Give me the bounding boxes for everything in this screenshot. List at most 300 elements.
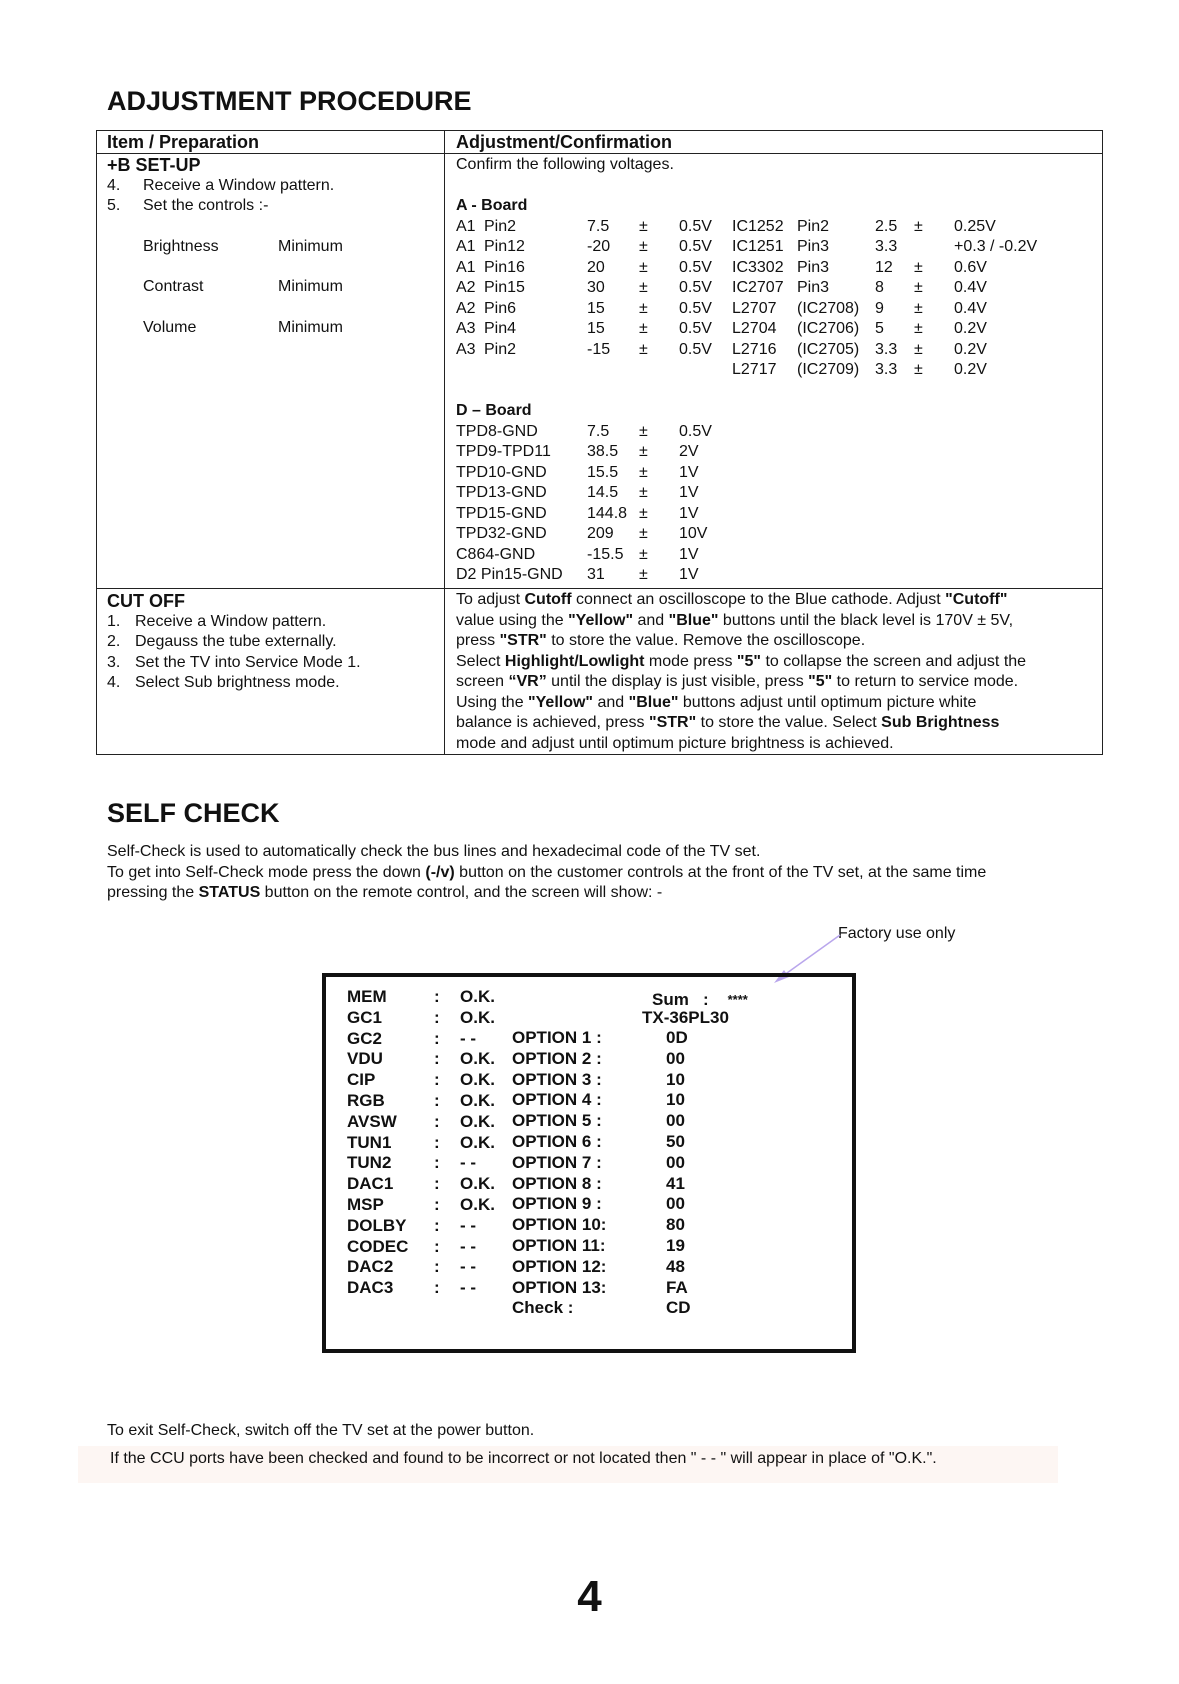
cell-value: TPD32-GND bbox=[456, 525, 547, 542]
step-number: 4. bbox=[107, 176, 121, 194]
cell-value: ± bbox=[639, 525, 648, 542]
option-label: OPTION 13: bbox=[512, 1277, 607, 1297]
bold-text: "Yellow" bbox=[528, 693, 594, 711]
d-board-row bbox=[456, 463, 1096, 484]
check-item-colon: : bbox=[434, 1174, 440, 1194]
a-board-row bbox=[456, 319, 1096, 340]
cell-value: 144.8 bbox=[587, 504, 628, 522]
option-row bbox=[512, 1194, 712, 1215]
cutoff-line bbox=[456, 631, 1096, 652]
cell-value: Pin16 bbox=[484, 258, 525, 276]
cell-value: 1V bbox=[679, 484, 699, 501]
check-item-name: TUN1 bbox=[347, 1132, 392, 1152]
cell-value: 3.3 bbox=[875, 340, 898, 358]
table-header-divider bbox=[96, 153, 1103, 154]
option-label: OPTION 12: bbox=[512, 1256, 607, 1276]
cell-value: L2707 bbox=[732, 299, 777, 317]
cell-value: Pin2 bbox=[484, 217, 517, 235]
option-label: OPTION 8 : bbox=[512, 1173, 602, 1193]
step-text: Set the TV into Service Mode 1. bbox=[135, 653, 361, 671]
check-item-name: TUN2 bbox=[347, 1153, 392, 1173]
option-value: FA bbox=[666, 1277, 688, 1297]
cell-value: ± bbox=[639, 443, 648, 460]
check-item-name: DAC3 bbox=[347, 1278, 394, 1298]
text: pressing the bbox=[107, 884, 199, 901]
d-board-row bbox=[456, 545, 1096, 566]
text: value using the bbox=[456, 611, 569, 629]
option-label: OPTION 3 : bbox=[512, 1069, 602, 1089]
cell-value: 1V bbox=[679, 566, 699, 583]
d-board-row bbox=[456, 565, 1096, 586]
cell-value: 9 bbox=[875, 299, 884, 317]
control-value: Minimum bbox=[278, 318, 343, 336]
cutoff-line bbox=[456, 652, 1096, 673]
option-value: 00 bbox=[666, 1111, 685, 1131]
table-border-right bbox=[1102, 130, 1103, 755]
cell-value: ± bbox=[639, 340, 648, 358]
control-setting bbox=[107, 237, 437, 258]
cell-value: 0.5V bbox=[679, 279, 712, 296]
cell-value: 3.3 bbox=[875, 238, 898, 255]
cell-value: Pin2 bbox=[484, 340, 517, 358]
check-item-name: DAC1 bbox=[347, 1174, 394, 1194]
option-label: OPTION 5 : bbox=[512, 1111, 602, 1131]
selfcheck-heading: SELF CHECK bbox=[107, 798, 280, 828]
sum-colon: : bbox=[703, 990, 709, 1009]
cell-value: ± bbox=[914, 217, 923, 235]
check-item-colon: : bbox=[434, 1215, 440, 1235]
cell-value: (IC2705) bbox=[797, 340, 860, 358]
check-item-colon: : bbox=[434, 1257, 440, 1277]
option-list bbox=[512, 1028, 712, 1319]
cell-value: 38.5 bbox=[587, 443, 619, 460]
bold-text: "STR" bbox=[499, 632, 547, 649]
option-value: 10 bbox=[666, 1069, 685, 1089]
option-row bbox=[512, 1236, 712, 1257]
model-name: TX-36PL30 bbox=[642, 1008, 729, 1027]
option-value: CD bbox=[666, 1298, 691, 1318]
check-item-colon: : bbox=[434, 1132, 440, 1152]
check-item-status: O.K. bbox=[460, 1194, 495, 1214]
cell-value: Pin3 bbox=[797, 258, 830, 276]
cell-value: Pin3 bbox=[797, 279, 830, 296]
cell-value: A1 bbox=[456, 258, 476, 276]
intro-line bbox=[107, 883, 1107, 904]
a-board-row bbox=[456, 237, 1096, 258]
control-name: Brightness bbox=[143, 237, 219, 255]
cell-value: -15.5 bbox=[587, 545, 624, 563]
bsetup-step bbox=[107, 176, 437, 197]
text: buttons adjust until optimum picture white bbox=[678, 693, 977, 711]
text: and bbox=[633, 611, 669, 629]
cell-value: 0.2V bbox=[954, 361, 987, 378]
cell-value: TPD15-GND bbox=[456, 504, 547, 522]
cutoff-preparation bbox=[107, 591, 437, 694]
cell-value: 0.5V bbox=[679, 320, 712, 337]
option-row bbox=[512, 1215, 712, 1236]
d-board-row bbox=[456, 483, 1096, 504]
cell-value: (IC2706) bbox=[797, 320, 860, 337]
text: button on the customer controls at the front of the TV set, at the same time bbox=[454, 863, 987, 881]
cell-value: (IC2709) bbox=[797, 361, 860, 378]
a-board-title: A - Board bbox=[456, 197, 528, 214]
selfcheck-screen bbox=[322, 973, 856, 1353]
check-item-status: O.K. bbox=[460, 1090, 495, 1110]
cell-value: 0.4V bbox=[954, 299, 987, 317]
cell-value: ± bbox=[639, 422, 648, 440]
cell-value: ± bbox=[639, 258, 648, 276]
option-label: OPTION 9 : bbox=[512, 1194, 602, 1214]
cell-value: 20 bbox=[587, 258, 605, 276]
ccu-note: If the CCU ports have been checked and found to be incorrect or not located then " - - " will appear in place of "O.K.". bbox=[110, 1450, 937, 1467]
check-item-name: RGB bbox=[347, 1090, 385, 1110]
option-label: OPTION 4 : bbox=[512, 1090, 602, 1110]
check-item-row bbox=[347, 987, 827, 1008]
check-item-name: GC2 bbox=[347, 1028, 382, 1048]
cell-value: -15 bbox=[587, 340, 611, 358]
check-item-colon: : bbox=[434, 1278, 440, 1298]
option-label: OPTION 2 : bbox=[512, 1048, 602, 1068]
option-row bbox=[512, 1070, 712, 1091]
cell-value: Pin4 bbox=[484, 320, 517, 337]
check-item-status: O.K. bbox=[460, 1111, 495, 1131]
option-label: OPTION 1 : bbox=[512, 1028, 602, 1047]
check-item-name: VDU bbox=[347, 1049, 383, 1069]
cell-value: Pin15 bbox=[484, 279, 525, 296]
text: To get into Self-Check mode press the down bbox=[107, 863, 426, 881]
check-item-status: O.K. bbox=[460, 987, 495, 1006]
cell-value: ± bbox=[639, 484, 648, 501]
cell-value: ± bbox=[639, 238, 648, 255]
text: and bbox=[593, 693, 629, 711]
option-value: 80 bbox=[666, 1215, 685, 1235]
cell-value: +0.3 / -0.2V bbox=[954, 238, 1038, 255]
option-label: OPTION 11: bbox=[512, 1235, 606, 1255]
bold-text: "Blue" bbox=[668, 611, 719, 629]
cell-value: ± bbox=[639, 320, 648, 337]
bold-text: “VR” bbox=[508, 673, 547, 690]
cell-value: ± bbox=[914, 320, 923, 337]
cell-value: IC1251 bbox=[732, 238, 784, 255]
cell-value: ± bbox=[639, 279, 648, 296]
check-item-status: O.K. bbox=[460, 1132, 495, 1152]
check-item-status: - - bbox=[460, 1215, 477, 1235]
a-board-row bbox=[456, 299, 1096, 320]
cell-value: 5 bbox=[875, 320, 884, 337]
bold-text: "5" bbox=[808, 673, 833, 690]
option-row bbox=[512, 1257, 712, 1278]
text: Select bbox=[456, 652, 505, 670]
option-row bbox=[512, 1132, 712, 1153]
option-value: 48 bbox=[666, 1256, 685, 1276]
step-text: Select Sub brightness mode. bbox=[135, 674, 340, 691]
step-number: 4. bbox=[107, 674, 121, 691]
cell-value: Pin3 bbox=[797, 238, 830, 255]
option-row bbox=[512, 1028, 712, 1049]
exit-note: To exit Self-Check, switch off the TV set at the power button. bbox=[107, 1422, 535, 1439]
cell-value: 7.5 bbox=[587, 217, 610, 235]
check-item-name: DAC2 bbox=[347, 1257, 394, 1277]
check-item-name: CODEC bbox=[347, 1236, 409, 1256]
d-board-table bbox=[456, 422, 1096, 586]
sum-value: **** bbox=[727, 992, 748, 1007]
selfcheck-intro bbox=[107, 842, 1107, 904]
check-item-row bbox=[347, 1008, 827, 1029]
intro-line: Self-Check is used to automatically check the bus lines and hexadecimal code of the TV set. bbox=[107, 843, 761, 860]
option-value: 0D bbox=[666, 1028, 688, 1047]
a-board-row bbox=[456, 258, 1096, 279]
cell-value: A1 bbox=[456, 238, 476, 255]
d-board-row bbox=[456, 504, 1096, 525]
d-board-row bbox=[456, 442, 1096, 463]
cell-value: 2V bbox=[679, 443, 699, 460]
option-label: OPTION 10: bbox=[512, 1215, 607, 1235]
cell-value: 2.5 bbox=[875, 217, 898, 235]
table-border-left bbox=[96, 130, 97, 755]
cutoff-title: CUT OFF bbox=[107, 591, 185, 611]
cell-value: TPD10-GND bbox=[456, 463, 547, 481]
cutoff-line: mode and adjust until optimum picture brightness is achieved. bbox=[456, 734, 894, 752]
cell-value: 1V bbox=[679, 545, 699, 563]
col-right-header: Adjustment/Confirmation bbox=[456, 132, 672, 152]
table-border-bottom bbox=[96, 754, 1103, 755]
cell-value: C864-GND bbox=[456, 545, 536, 563]
cell-value: ± bbox=[914, 279, 923, 296]
text: to collapse the screen and adjust the bbox=[761, 652, 1027, 670]
cell-value: Pin2 bbox=[797, 217, 830, 235]
bsetup-voltages bbox=[456, 155, 1096, 586]
cell-value: 0.5V bbox=[679, 238, 712, 255]
cell-value: (IC2708) bbox=[797, 299, 860, 317]
text: screen bbox=[456, 673, 509, 690]
option-row bbox=[512, 1049, 712, 1070]
step-number: 1. bbox=[107, 612, 121, 630]
d-board-row bbox=[456, 524, 1096, 545]
cell-value: TPD13-GND bbox=[456, 484, 547, 501]
cell-value: 15 bbox=[587, 299, 605, 317]
cell-value: TPD8-GND bbox=[456, 422, 538, 440]
cell-value: A3 bbox=[456, 340, 476, 358]
option-row bbox=[512, 1111, 712, 1132]
cell-value: L2704 bbox=[732, 320, 777, 337]
cell-value: 15 bbox=[587, 320, 605, 337]
cutoff-step bbox=[107, 632, 437, 653]
d-board-title: D – Board bbox=[456, 402, 532, 419]
check-item-status: O.K. bbox=[460, 1007, 495, 1027]
sum-label: Sum bbox=[652, 990, 689, 1009]
text: until the display is just visible, press bbox=[546, 673, 809, 690]
cutoff-step bbox=[107, 653, 437, 674]
a-board-row bbox=[456, 278, 1096, 299]
option-value: 00 bbox=[666, 1048, 685, 1068]
factory-use-note: Factory use only bbox=[838, 925, 956, 942]
text: button on the remote control, and the screen will show: - bbox=[260, 884, 663, 901]
cutoff-line bbox=[456, 713, 1096, 734]
option-value: 19 bbox=[666, 1235, 685, 1255]
cell-value: 3.3 bbox=[875, 361, 898, 378]
bsetup-title: +B SET-UP bbox=[107, 155, 201, 175]
bold-text: STATUS bbox=[198, 884, 261, 901]
check-item-name: MEM bbox=[347, 987, 387, 1006]
bold-text: Highlight/Lowlight bbox=[504, 652, 645, 670]
cell-value: ± bbox=[639, 504, 648, 522]
step-number: 5. bbox=[107, 197, 121, 214]
table-column-divider bbox=[444, 130, 445, 755]
cell-value: 14.5 bbox=[587, 484, 619, 501]
table-row-divider bbox=[96, 588, 1103, 589]
bold-text: "Cutoff" bbox=[945, 591, 1008, 608]
option-row bbox=[512, 1278, 712, 1299]
check-item-name: AVSW bbox=[347, 1111, 397, 1131]
a-board-row bbox=[456, 360, 1096, 381]
option-row bbox=[512, 1298, 712, 1319]
cell-value: ± bbox=[639, 463, 648, 481]
step-text: Receive a Window pattern. bbox=[143, 176, 335, 194]
cell-value: IC1252 bbox=[732, 217, 784, 235]
check-item-name: CIP bbox=[347, 1070, 376, 1090]
cutoff-step bbox=[107, 673, 437, 694]
check-item-colon: : bbox=[434, 1070, 440, 1090]
option-row bbox=[512, 1174, 712, 1195]
d-board-row bbox=[456, 422, 1096, 443]
cell-value: 7.5 bbox=[587, 422, 610, 440]
cell-value: TPD9-TPD11 bbox=[456, 443, 551, 460]
text: balance is achieved, press bbox=[456, 714, 649, 731]
cutoff-line bbox=[456, 672, 1096, 693]
page-number: 4 bbox=[577, 1572, 602, 1621]
check-item-colon: : bbox=[434, 1236, 440, 1256]
col-left-header: Item / Preparation bbox=[107, 132, 260, 152]
text: to return to service mode. bbox=[832, 673, 1019, 690]
bold-text: "STR" bbox=[649, 714, 697, 731]
cell-value: IC2707 bbox=[732, 279, 784, 296]
cell-value: 8 bbox=[875, 279, 884, 296]
cell-value: L2717 bbox=[732, 361, 777, 378]
table-border-top bbox=[96, 130, 1103, 131]
text: mode press bbox=[644, 652, 737, 670]
option-label: OPTION 7 : bbox=[512, 1152, 602, 1172]
control-value: Minimum bbox=[278, 278, 343, 295]
cell-value: 1V bbox=[679, 504, 699, 522]
bold-text: Sub Brightness bbox=[881, 714, 1000, 731]
cell-value: 0.25V bbox=[954, 217, 996, 235]
cell-value: 0.4V bbox=[954, 279, 987, 296]
cell-value: ± bbox=[639, 545, 648, 563]
text: to store the value. Select bbox=[696, 714, 882, 731]
cell-value: ± bbox=[914, 361, 923, 378]
control-setting bbox=[107, 277, 437, 298]
check-item-name: GC1 bbox=[347, 1007, 382, 1027]
cell-value: 209 bbox=[587, 525, 614, 542]
cell-value: 0.5V bbox=[679, 258, 712, 276]
text: to store the value. Remove the oscilloscope. bbox=[546, 632, 866, 649]
text: connect an oscilloscope to the Blue cathode. Adjust bbox=[571, 591, 946, 608]
cell-value: L2716 bbox=[732, 340, 777, 358]
cell-value: Pin12 bbox=[484, 238, 525, 255]
control-value: Minimum bbox=[278, 237, 343, 255]
control-setting bbox=[107, 318, 437, 339]
option-value: 10 bbox=[666, 1090, 685, 1110]
cell-value: A2 bbox=[456, 299, 476, 317]
cell-value: D2 Pin15-GND bbox=[456, 566, 563, 583]
text: Using the bbox=[456, 693, 529, 711]
step-number: 2. bbox=[107, 633, 121, 650]
control-name: Volume bbox=[143, 318, 197, 336]
option-value: 00 bbox=[666, 1194, 685, 1214]
step-text: Set the controls :- bbox=[143, 197, 269, 214]
check-item-colon: : bbox=[434, 1153, 440, 1173]
cell-value: 12 bbox=[875, 258, 893, 276]
adjustment-heading: ADJUSTMENT PROCEDURE bbox=[107, 86, 472, 116]
cell-value: 0.5V bbox=[679, 217, 712, 235]
cutoff-line bbox=[456, 611, 1096, 632]
check-item-status: - - bbox=[460, 1153, 477, 1173]
cell-value: ± bbox=[639, 217, 648, 235]
check-item-colon: : bbox=[434, 1049, 440, 1069]
bold-text: Cutoff bbox=[524, 591, 572, 608]
cell-value: ± bbox=[914, 340, 923, 358]
a-board-row bbox=[456, 217, 1096, 238]
text: To adjust bbox=[456, 591, 525, 608]
cell-value: Pin6 bbox=[484, 299, 517, 317]
cutoff-line bbox=[456, 590, 1096, 611]
check-item-name: DOLBY bbox=[347, 1215, 407, 1235]
cell-value: A1 bbox=[456, 217, 476, 235]
option-value: 41 bbox=[666, 1173, 685, 1193]
bold-text: "Yellow" bbox=[568, 611, 634, 629]
cutoff-step bbox=[107, 612, 437, 633]
bsetup-step bbox=[107, 196, 437, 217]
voltages-intro: Confirm the following voltages. bbox=[456, 156, 674, 173]
step-text: Degauss the tube externally. bbox=[135, 633, 337, 650]
cell-value: ± bbox=[639, 299, 648, 317]
check-item-colon: : bbox=[434, 1111, 440, 1131]
text: buttons until the black level is 170V ± 5V, bbox=[718, 611, 1014, 629]
cell-value: 10V bbox=[679, 525, 708, 542]
option-value: 00 bbox=[666, 1152, 685, 1172]
check-item-colon: : bbox=[434, 1194, 440, 1214]
cell-value: IC3302 bbox=[732, 258, 784, 276]
cell-value: 0.2V bbox=[954, 340, 987, 358]
cutoff-steps bbox=[107, 612, 437, 694]
cell-value: 1V bbox=[679, 463, 699, 481]
a-board-table bbox=[456, 217, 1096, 381]
bsetup-preparation bbox=[107, 155, 437, 338]
cell-value: 30 bbox=[587, 279, 605, 296]
cell-value: -20 bbox=[587, 238, 611, 255]
step-text: Receive a Window pattern. bbox=[135, 612, 327, 630]
intro-line bbox=[107, 863, 1107, 884]
check-item-colon: : bbox=[434, 1028, 440, 1048]
cell-value: 0.5V bbox=[679, 299, 712, 317]
check-item-status: - - bbox=[460, 1278, 477, 1298]
cell-value: A2 bbox=[456, 279, 476, 296]
bold-text: (-/v) bbox=[425, 863, 455, 881]
cell-value: 31 bbox=[587, 566, 605, 583]
option-row bbox=[512, 1090, 712, 1111]
step-number: 3. bbox=[107, 653, 121, 671]
cell-value: 0.5V bbox=[679, 340, 712, 358]
cell-value: 0.5V bbox=[679, 422, 712, 440]
cutoff-instructions bbox=[456, 590, 1096, 754]
cutoff-line bbox=[456, 693, 1096, 714]
cell-value: 0.6V bbox=[954, 258, 987, 276]
check-item-status: O.K. bbox=[460, 1049, 495, 1069]
check-item-colon: : bbox=[434, 1090, 440, 1110]
check-item-status: - - bbox=[460, 1028, 477, 1048]
cell-value: A3 bbox=[456, 320, 476, 337]
check-item-status: O.K. bbox=[460, 1070, 495, 1090]
